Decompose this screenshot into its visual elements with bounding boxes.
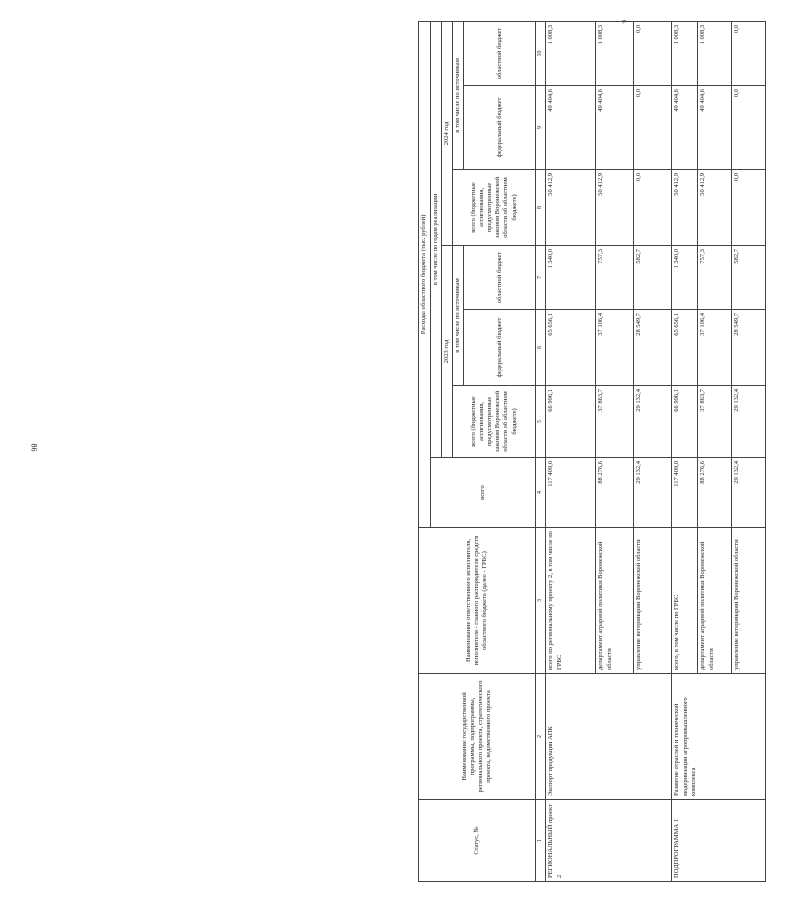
cell-2023-federal: 28 549,7 (732, 310, 766, 386)
corner-mark: в. (620, 19, 629, 25)
cell-2024-total: 50 412,9 (546, 170, 596, 246)
cell-total: 88 276,6 (596, 458, 634, 528)
row-executor: управление ветеринарии Воронежской области (732, 528, 766, 674)
header-status: Статус, № (419, 800, 536, 882)
header-by-years: в том числе по годам реализации (431, 21, 442, 457)
col-index: 10 (536, 21, 546, 85)
cell-2024-total: 50 412,9 (698, 170, 732, 246)
cell-2023-total: 29 132,4 (634, 386, 672, 458)
rotated-budget-table-container (418, 22, 788, 882)
cell-total: 29 132,4 (732, 458, 766, 528)
cell-2024-total: 50 412,9 (596, 170, 634, 246)
cell-2024-regional: 1 008,3 (672, 21, 698, 85)
table-row (672, 21, 698, 881)
cell-2023-regional: 582,7 (732, 246, 766, 310)
col-index: 4 (536, 458, 546, 528)
header-2023-total: всего (бюджетные ассигнования, предусмотренные законом Воронежской области об областном бюджете) (453, 386, 536, 458)
cell-2024-total: 50 412,9 (672, 170, 698, 246)
cell-2023-federal: 65 656,1 (672, 310, 698, 386)
cell-2024-total: 0,0 (634, 170, 672, 246)
cell-2024-federal: 0,0 (732, 86, 766, 170)
cell-2024-federal: 49 404,6 (596, 86, 634, 170)
cell-2024-federal: 49 404,6 (672, 86, 698, 170)
cell-2024-regional: 1 008,3 (698, 21, 732, 85)
cell-2023-total: 29 132,4 (732, 386, 766, 458)
row-executor: всего, в том числе по ГРБС (672, 528, 698, 674)
row-name: Экспорт продукции АПК (546, 674, 672, 800)
header-2024-total: всего (бюджетные ассигнования, предусмотренные законом Воронежской области об областном бюджете) (453, 170, 536, 246)
row-executor: департамент аграрной политики Воронежской области (698, 528, 732, 674)
cell-total: 117 409,0 (546, 458, 596, 528)
page-number: 86 (29, 443, 39, 452)
cell-2024-regional: 0,0 (732, 21, 766, 85)
cell-2023-regional: 582,7 (634, 246, 672, 310)
cell-2024-federal: 49 404,6 (698, 86, 732, 170)
header-name: Наименование государственной программы, подпрограммы, регионального проекта, стратегического проекта, ведомственного проекта (419, 674, 536, 800)
cell-2023-regional: 757,3 (596, 246, 634, 310)
row-status: РЕГИОНАЛЬНЫЙ проект 2 (546, 800, 672, 882)
header-executor: Наименование ответственного исполнителя, исполнителя - главного распорядителя средств областного бюджета (далее - ГРБС) (419, 528, 536, 674)
table-row (546, 21, 596, 881)
col-index: 6 (536, 310, 546, 386)
cell-total: 117 409,0 (672, 458, 698, 528)
cell-2024-regional: 1 008,3 (596, 21, 634, 85)
header-year-2023: 2023 год (442, 246, 453, 458)
col-index: 1 (536, 800, 546, 882)
cell-2023-total: 37 863,7 (698, 386, 732, 458)
header-total: всего (431, 458, 536, 528)
cell-2024-total: 0,0 (732, 170, 766, 246)
header-year-2024: 2024 год (442, 21, 453, 245)
col-index: 8 (536, 170, 546, 246)
header-2023-sources: в том числе по источникам (453, 246, 464, 386)
cell-2023-federal: 65 656,1 (546, 310, 596, 386)
cell-2023-federal: 37 106,4 (698, 310, 732, 386)
cell-2023-total: 66 996,1 (546, 386, 596, 458)
header-2024-federal: федеральный бюджет (464, 86, 536, 170)
cell-2023-total: 66 996,1 (672, 386, 698, 458)
header-2024-sources: в том числе по источникам (453, 21, 464, 169)
cell-2024-regional: 1 008,3 (546, 21, 596, 85)
col-index: 2 (536, 674, 546, 800)
header-2023-regional: областной бюджет (464, 246, 536, 310)
col-index: 7 (536, 246, 546, 310)
cell-2024-federal: 0,0 (634, 86, 672, 170)
row-name: Развитие отраслей и технической модернизации агропромышленного комплекса (672, 674, 766, 800)
cell-total: 29 132,4 (634, 458, 672, 528)
cell-total: 88 276,6 (698, 458, 732, 528)
cell-2023-federal: 28 549,7 (634, 310, 672, 386)
cell-2023-federal: 37 106,4 (596, 310, 634, 386)
header-2023-federal: федеральный бюджет (464, 310, 536, 386)
row-executor: всего по региональному проекту 2, в том числе по ГРБС (546, 528, 596, 674)
col-index: 9 (536, 86, 546, 170)
row-executor: департамент аграрной политики Воронежской области (596, 528, 634, 674)
cell-2023-regional: 1 340,0 (672, 246, 698, 310)
col-index: 5 (536, 386, 546, 458)
budget-table (418, 21, 766, 882)
cell-2024-regional: 0,0 (634, 21, 672, 85)
header-expenses-title: Расходы областного бюджета (тыс. рублей) (419, 21, 431, 527)
column-index-row (536, 21, 546, 881)
cell-2023-total: 37 863,7 (596, 386, 634, 458)
cell-2023-regional: 757,3 (698, 246, 732, 310)
row-executor: управление ветеринарии Воронежской области (634, 528, 672, 674)
row-status: ПОДПРОГРАММА 1 (672, 800, 766, 882)
cell-2023-regional: 1 340,0 (546, 246, 596, 310)
header-2024-regional: областной бюджет (464, 21, 536, 85)
col-index: 3 (536, 528, 546, 674)
cell-2024-federal: 49 404,6 (546, 86, 596, 170)
